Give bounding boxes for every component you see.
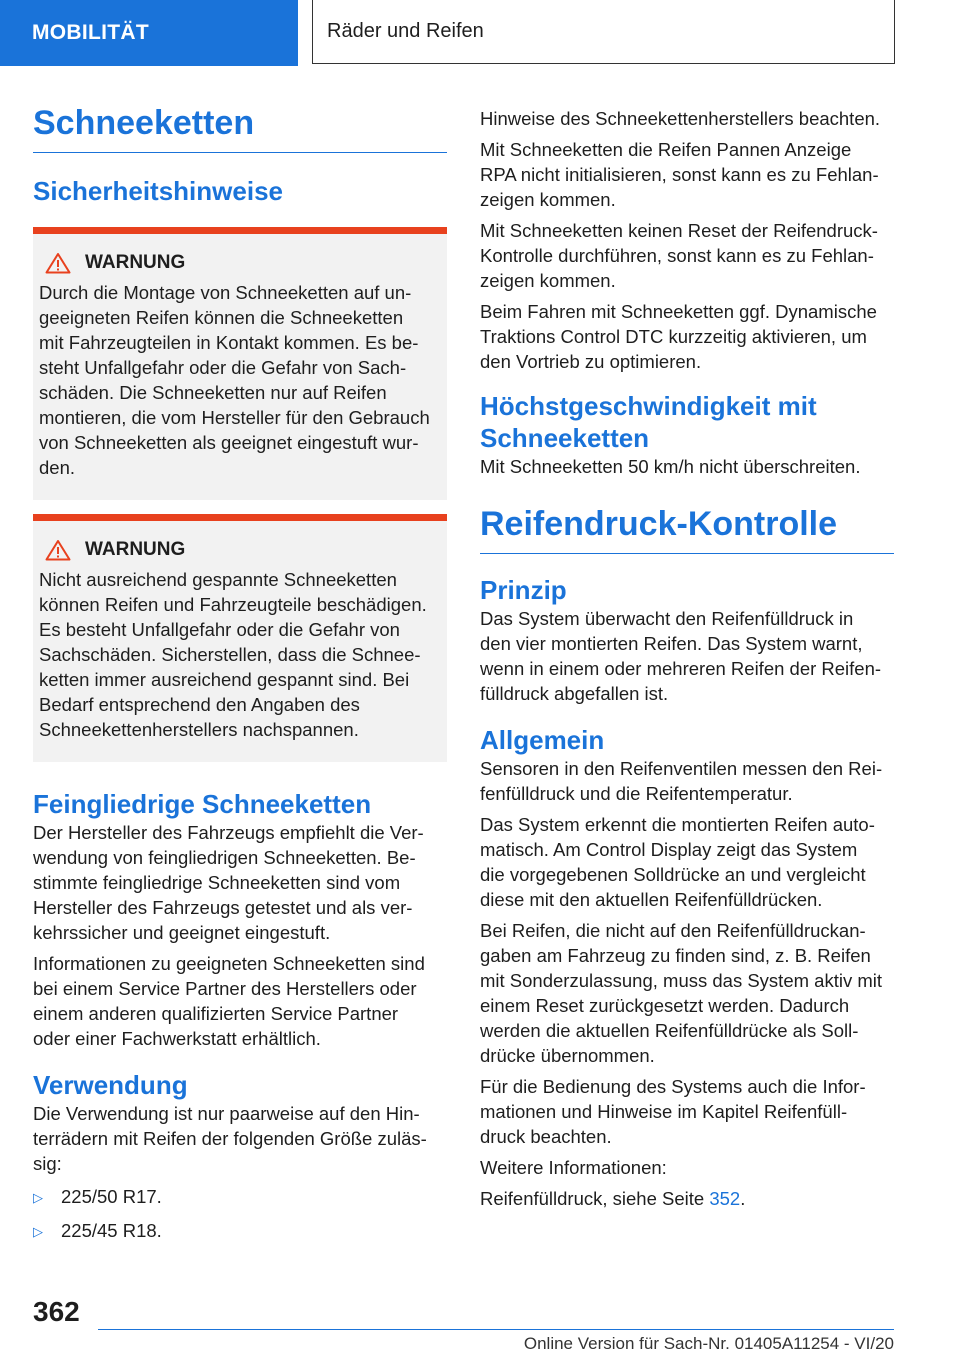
paragraph: Bei Reifen, die nicht auf den Reifenfülldruckan- gaben am Fahrzeug zu finden sind, z. B. Reifen mit Sonderzulassung, muss das System aktiv mit einem Reset zurückgesetzt werden. Dadurch werden die aktuellen Reifenfülldrücke als Soll- drücke übernommen. [480,920,883,1066]
warning-box [33,514,447,762]
paragraph: Informationen zu geeigneten Schneeketten sind bei einem Service Partner des Herstellers oder einem anderen qualifizierten Service Partner oder einer Fachwerkstatt erhältlich. [33,953,425,1049]
chapter-title: Reifendruck-Kontrolle [480,505,838,543]
warning-label: WARNUNG [85,539,186,560]
paragraph: Weitere Informationen: [480,1157,667,1178]
paragraph: Sensoren in den Reifenventilen messen den Rei- fenfülldruck und die Reifentemperatur. [480,758,883,804]
footer-rule [98,1329,894,1330]
list-item-text: 225/50 R17. [61,1186,162,1207]
paragraph: Das System erkennt die montierten Reifen auto- matisch. Am Control Display zeigt das System die vorgegebenen Solldrücke an und vergleicht diese mit den aktuellen Reifenfülldrücken. [480,814,875,910]
triangle-bullet-icon: ▷ [33,1224,43,1239]
section-label: MOBILITÄT [32,21,150,44]
paragraph: Der Hersteller des Fahrzeugs empfiehlt die Ver- wendung von feingliedrigen Schneeketten. Be- stimmte feingliedrige Schneeketten sind vom Hersteller des Fahrzeugs getestet und als ver- kehrssicher und geeignet eingestuft. [33,822,424,943]
paragraph: Mit Schneeketten die Reifen Pannen Anzeige RPA nicht initialisieren, sonst kann es zu Fehlan- zeigen kommen. [480,139,879,210]
warning-text: Durch die Montage von Schneeketten auf un- geeigneten Reifen können die Schneeketten mit Fahrzeugteilen in Kontakt kommen. Es be- steht Unfallgefahr oder die Gefahr von Sach- schäden. Die Schneeketten nur auf Reifen montieren, die vom Hersteller für den Gebrauch von Schneeketten als geeignet eingestuft wur- den. [39,282,430,478]
paragraph: Hinweise des Schneekettenherstellers beachten. [480,108,881,129]
section-heading: Allgemein [480,725,605,755]
triangle-bullet-icon: ▷ [33,1190,43,1205]
paragraph: Das System überwacht den Reifenfülldruck in den vier montierten Reifen. Das System warnt, wenn in einem oder mehreren Reifen der Reifen- fülldruck abgefallen ist. [480,608,882,704]
warning-text: Nicht ausreichend gespannte Schneeketten können Reifen und Fahrzeugteile beschädigen. Es besteht Unfallgefahr oder die Gefahr von Sachschäden. Sicherstellen, dass die Schnee- ketten immer ausreichend gespannt sind. Bei Bedarf entsprechend den Angaben des Schneekettenherstellers nachspannen. [39,569,427,740]
warning-box [33,227,447,500]
chapter-label: Räder und Reifen [327,20,484,42]
page-link[interactable]: 352 [709,1188,741,1209]
section-heading: Höchstgeschwindigkeit mit Schneeketten [480,391,817,453]
safety-heading: Sicherheitshinweise [33,176,283,206]
warning-header [45,252,441,274]
footer-online-text: Online Version für Sach-Nr. 01405A11254 - VI/20 [523,1334,894,1353]
section-tab[interactable] [0,0,298,66]
warning-triangle-icon [45,252,71,274]
cross-reference [480,1186,894,1211]
list-item-text: 225/45 R18. [61,1220,162,1241]
reference-end: . [740,1188,746,1209]
section-heading: Verwendung [33,1070,188,1100]
chapter-header [312,0,895,64]
paragraph: Die Verwendung ist nur paarweise auf den Hin- terrädern mit Reifen der folgenden Größe zuläs- sig: [33,1103,427,1174]
page-title: Schneeketten [33,104,255,142]
left-column [33,100,447,1244]
paragraph: Mit Schneeketten keinen Reset der Reifendruck- Kontrolle durchführen, sonst kann es zu Fehlan- zeigen kommen. [480,220,878,291]
section-heading: Feingliedrige Schneeketten [33,789,372,819]
paragraph: Für die Bedienung des Systems auch die Infor- mationen und Hinweise im Kapitel Reifenfüll- druck beachten. [480,1076,866,1147]
warning-triangle-icon [45,539,71,561]
page-number: 362 [33,1296,80,1327]
warning-header [45,539,441,561]
section-heading: Prinzip [480,575,567,605]
list-item [33,1184,447,1210]
paragraph: Beim Fahren mit Schneeketten ggf. Dynamische Traktions Control DTC kurzzeitig aktivieren, um den Vortrieb zu optimieren. [480,301,877,372]
paragraph: Mit Schneeketten 50 km/h nicht überschreiten. [480,456,861,477]
right-column [480,106,894,1211]
reference-text: Reifenfülldruck, siehe Seite [480,1188,710,1209]
warning-label: WARNUNG [85,252,186,273]
list-item [33,1218,447,1244]
